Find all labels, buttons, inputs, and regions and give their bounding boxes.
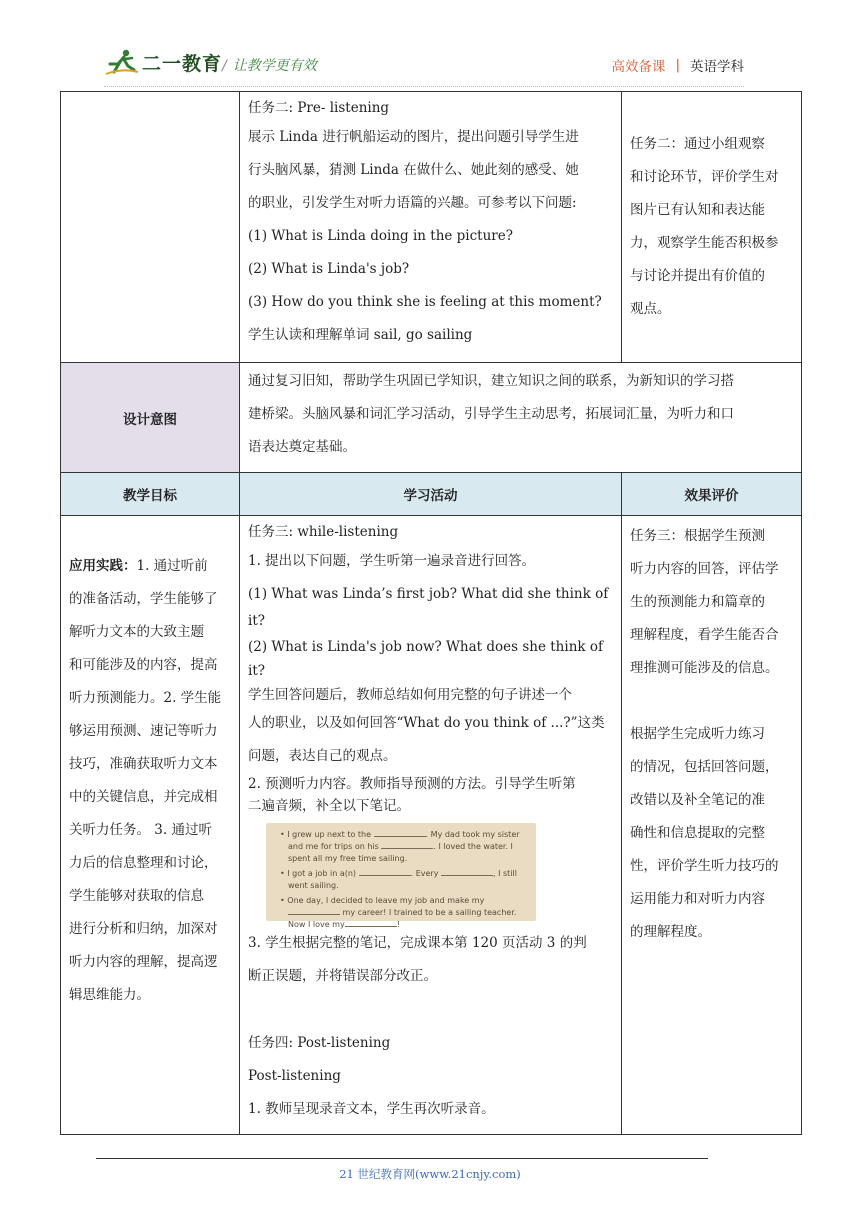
task2-eval-line: 和讨论环节，评价学生对 xyxy=(630,169,779,185)
logo xyxy=(104,48,222,76)
runner-logo-icon xyxy=(104,48,140,76)
task3-eval-line: 听力内容的回答，评估学 xyxy=(630,561,779,577)
task3-eval-line: 生的预测能力和篇章的 xyxy=(630,594,765,610)
header-label-subject: 英语学科 xyxy=(690,59,744,75)
task3-question: (2) What is Linda's job now? What does she think of it? xyxy=(248,639,603,679)
goals-line: 的准备活动，学生能够了 xyxy=(69,591,218,607)
page-header xyxy=(0,0,860,92)
task2-line: 的职业，引发学生对听力语篇的兴趣。可参考以下问题: xyxy=(248,195,577,211)
task2-eval-line: 任务二：通过小组观察 xyxy=(630,136,765,152)
task2-eval-line: 力，观察学生能否积极参 xyxy=(630,235,779,251)
note-text: my career! I trained to be a sailing teacher. Now I love my xyxy=(288,908,517,929)
header-divider xyxy=(104,86,744,87)
note-item: • I got a job in a(n) . Every , I still went sailing. xyxy=(280,869,517,890)
header-teaching-goals: 教学目标 xyxy=(61,473,240,516)
goals-line: 听力内容的理解，提高逻 xyxy=(69,954,218,970)
note-item: • One day, I decided to leave my job and make my my career! I trained to be a sailing teacher. Now I love my ! xyxy=(280,896,517,929)
task3-eval-line: 运用能力和对听力内容 xyxy=(630,891,765,907)
task2-activity-cell xyxy=(240,92,622,363)
task3-eval-line: 性，评价学生听力技巧的 xyxy=(630,858,779,874)
note-text: . Every xyxy=(410,869,441,878)
footer-text[interactable]: 21 世纪教育网(www.21cnjy.com) xyxy=(339,1167,521,1181)
header-label-prep: 高效备课 xyxy=(611,59,666,75)
task2-eval-line: 观点。 xyxy=(630,301,671,317)
note-text: went sailing. xyxy=(288,881,339,890)
goals-line: 学生能够对获取的信息 xyxy=(69,888,204,904)
row-column-headers xyxy=(61,473,802,516)
goals-first-rest: 1. 通过听前 xyxy=(136,558,208,574)
note-text: , I still xyxy=(492,869,517,878)
design-intent-content xyxy=(240,363,802,473)
header-evaluation: 效果评价 xyxy=(622,473,802,516)
header-subject xyxy=(611,55,744,75)
design-intent-line: 语表达奠定基础。 xyxy=(248,439,356,455)
task3-line: 1. 提出以下问题，学生听第一遍录音进行回答。 xyxy=(248,553,536,569)
goals-line: 进行分析和归纳，加深对 xyxy=(69,921,218,937)
task3-line: 问题，表达自己的观点。 xyxy=(248,748,397,764)
design-intent-line: 通过复习旧知，帮助学生巩固已学知识，建立知识之间的联系，为新知识的学习搭 xyxy=(248,373,734,389)
goals-line: 中的关键信息，并完成相 xyxy=(69,789,218,805)
note-text: I grew up next to the xyxy=(287,830,374,839)
task4-line: 1. 教师呈现录音文本，学生再次听录音。 xyxy=(248,1101,495,1117)
note-blank xyxy=(441,868,493,876)
note-text: my free time sailing. xyxy=(324,854,408,863)
footer-divider xyxy=(96,1158,708,1159)
goals-line: 辑思维能力。 xyxy=(69,987,150,1003)
task3-eval-line: 理解程度，看学生能否合 xyxy=(630,627,779,643)
task2-goal-cell xyxy=(61,92,240,363)
note-text: . My dad took my sister and xyxy=(288,830,520,851)
header-learning-activities: 学习活动 xyxy=(240,473,622,516)
goals-line: 够运用预测、速记等听力 xyxy=(69,723,218,739)
task3-eval-line: 理推测可能涉及的信息。 xyxy=(630,660,779,676)
task3-line: 3. 学生根据完整的笔记，完成课本第 120 页活动 3 的判 xyxy=(248,935,587,951)
note-blank xyxy=(288,907,340,915)
task3-eval-line: 确性和信息提取的完整 xyxy=(630,825,765,841)
task2-eval-line: 图片已有认知和表达能 xyxy=(630,202,765,218)
goals-line: 力后的信息整理和讨论， xyxy=(69,855,218,871)
goals-line: 解听力文本的大致主题 xyxy=(69,624,204,640)
task4-title: 任务四: Post-listening xyxy=(248,1035,391,1051)
task2-line: 学生认读和理解单词 sail, go sailing xyxy=(248,327,473,343)
note-blank xyxy=(359,868,411,876)
task3-eval-line: 任务三：根据学生预测 xyxy=(630,528,765,544)
goals-line: 和可能涉及的内容，提高 xyxy=(69,657,218,673)
note-item: • I grew up next to the . My dad took my sister and me for trips on his . I loved the water. I spent all my free time sailing. xyxy=(280,830,520,863)
task2-title: 任务二: Pre- listening xyxy=(248,100,390,116)
lesson-table xyxy=(60,91,802,1135)
task3-line: 二遍音频，补全以下笔记。 xyxy=(248,798,410,814)
task2-question: (2) What is Linda's job? xyxy=(248,261,410,277)
note-text: ! xyxy=(396,920,400,929)
task2-question: (1) What is Linda doing in the picture? xyxy=(248,228,513,244)
row-design-intent xyxy=(61,363,802,473)
logo-text: 二一教育 xyxy=(142,52,223,75)
note-blank xyxy=(381,841,433,849)
design-intent-label: 设计意图 xyxy=(61,363,240,473)
goals-cell xyxy=(61,516,240,1135)
spacer xyxy=(630,685,793,718)
note-blank xyxy=(345,919,397,927)
task3-line: 学生回答问题后，教师总结如何用完整的句子讲述一个 xyxy=(248,687,572,703)
task2-question: (3) How do you think she is feeling at this moment? xyxy=(248,294,602,310)
row-task2 xyxy=(61,92,802,363)
goals-line: 听力预测能力。2. 学生能 xyxy=(69,690,222,706)
slogan-text: 让教学更有效 xyxy=(232,58,317,74)
task3-line: 2. 预测听力内容。教师指导预测的方法。引导学生听第 xyxy=(248,776,576,792)
note-text: I got a job in a(n) xyxy=(287,869,359,878)
task3-line: 人的职业，以及如何回答“What do you think of ...?”这类 xyxy=(248,715,605,731)
task3-title: 任务三: while-listening xyxy=(248,524,399,540)
task3-eval-line: 根据学生完成听力练习 xyxy=(630,726,765,742)
spacer xyxy=(248,993,613,1027)
notes-picture xyxy=(266,823,536,929)
task2-line: 行头脑风暴，猜测 Linda 在做什么、她此刻的感受、她 xyxy=(248,162,579,178)
note-blank xyxy=(374,829,426,837)
row-task3 xyxy=(61,516,802,1135)
note-text: me for trips on his xyxy=(305,842,382,851)
task2-eval-line: 与讨论并提出有价值的 xyxy=(630,268,765,284)
task3-activity-cell xyxy=(240,516,622,1135)
task3-eval-line: 改错以及补全笔记的准 xyxy=(630,792,765,808)
goals-line: 关听力任务。 3. 通过听 xyxy=(69,822,212,838)
header-separator: | xyxy=(675,57,680,73)
goals-line: 技巧，准确获取听力文本 xyxy=(69,756,218,772)
task4-subtitle: Post-listening xyxy=(248,1068,341,1084)
slogan xyxy=(222,55,317,75)
task3-question: (1) What was Linda’s first job? What did she think of it? xyxy=(248,586,609,629)
task3-eval-line: 的情况，包括回答问题， xyxy=(630,759,779,775)
task2-line: 展示 Linda 进行帆船运动的图片，提出问题引导学生进 xyxy=(248,129,579,145)
note-text: One day, I decided to leave my job and make my xyxy=(287,896,485,905)
note-text: . I loved the water. I spent all xyxy=(288,842,513,863)
task3-line: 断正误题，并将错误部分改正。 xyxy=(248,968,437,984)
task3-eval-cell xyxy=(622,516,802,1135)
task3-eval-line: 的理解程度。 xyxy=(630,924,711,940)
design-intent-line: 建桥梁。头脑风暴和词汇学习活动，引导学生主动思考，拓展词汇量，为听力和口 xyxy=(248,406,734,422)
goals-bold-label: 应用实践： xyxy=(69,558,137,574)
task2-eval-cell xyxy=(622,92,802,363)
slogan-slash: / xyxy=(222,58,227,74)
goals-first-line xyxy=(69,550,231,583)
